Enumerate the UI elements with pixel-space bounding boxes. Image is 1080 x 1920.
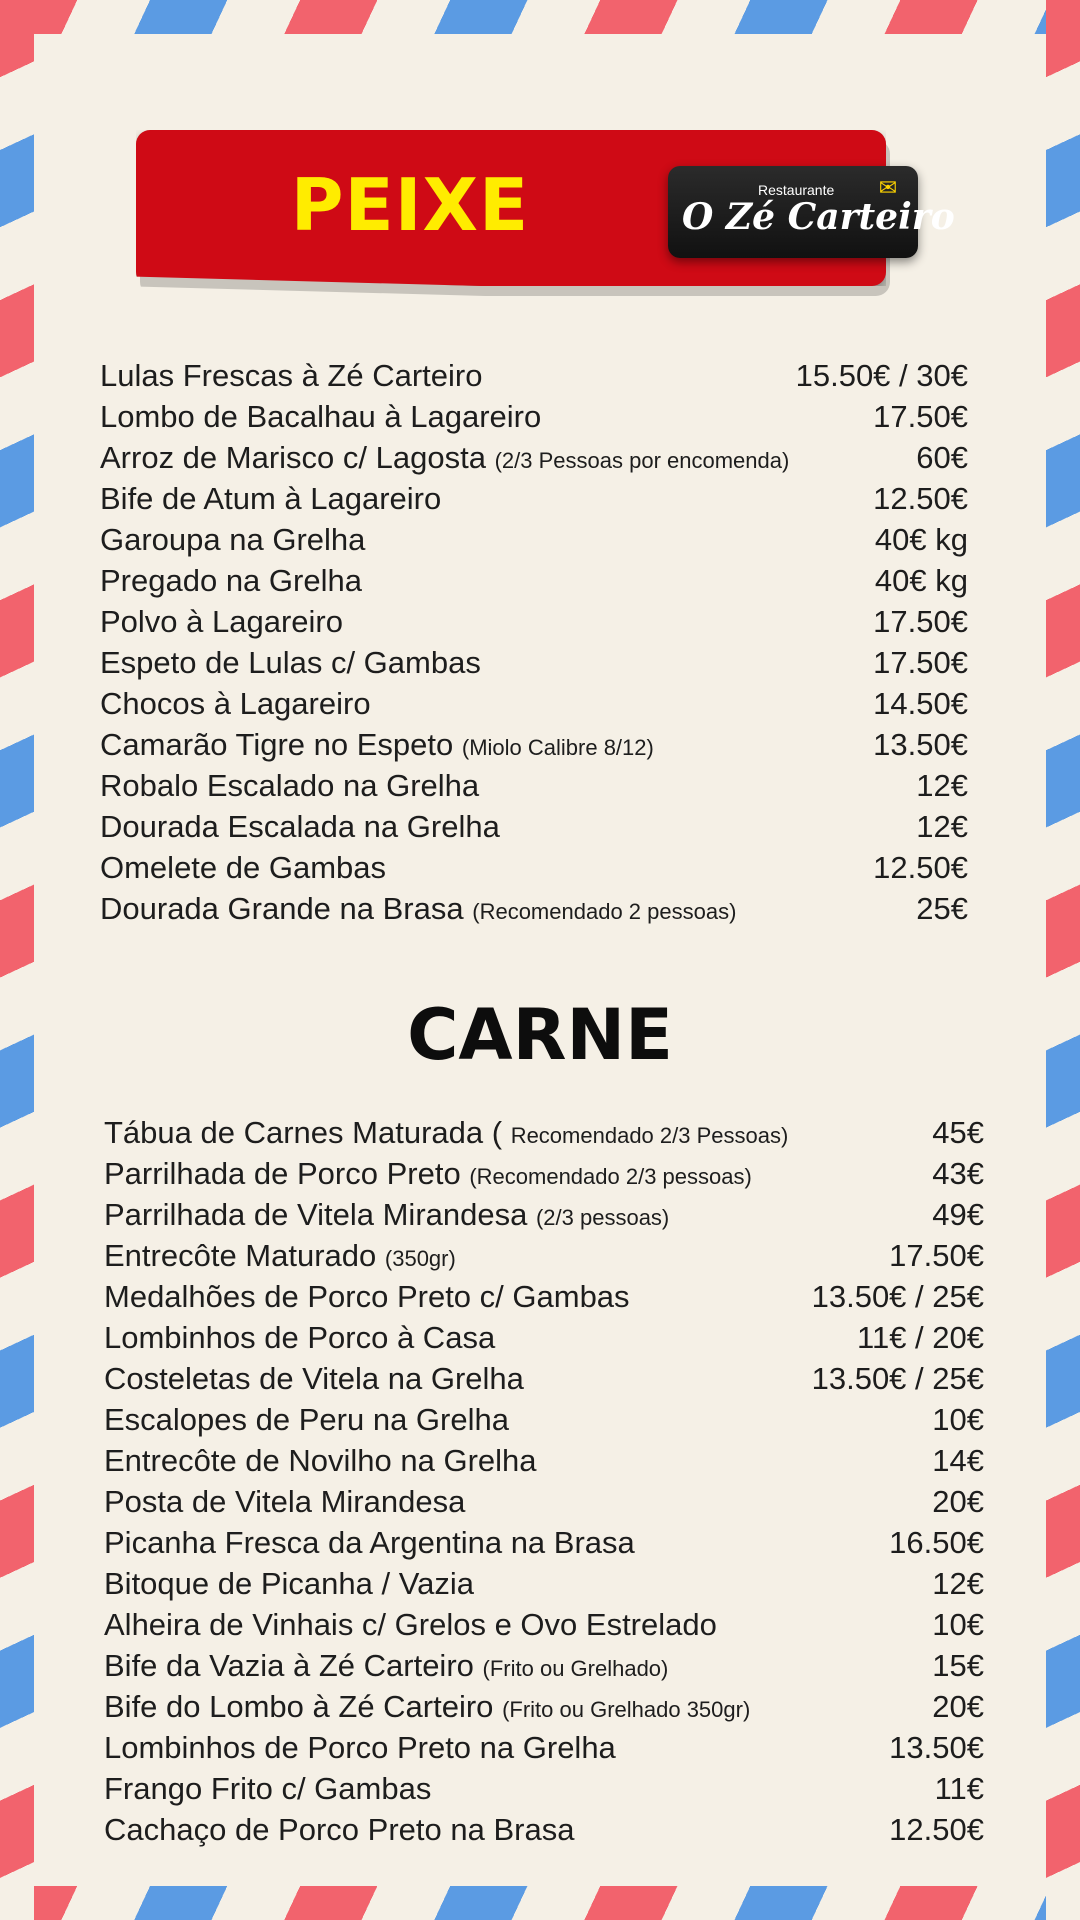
menu-item-price: 12.50€ <box>873 481 968 516</box>
menu-item <box>104 1399 984 1440</box>
peixe-menu-list <box>100 355 968 929</box>
menu-item-name-text: Arroz de Marisco c/ Lagosta <box>100 440 486 475</box>
peixe-section-title: PEIXE <box>290 163 530 247</box>
menu-item-name-text: Escalopes de Peru na Grelha <box>104 1402 509 1437</box>
menu-item-name-text: Tábua de Carnes Maturada ( <box>104 1115 503 1150</box>
menu-item <box>104 1481 984 1522</box>
menu-item-name-text: Bife de Atum à Lagareiro <box>100 481 442 516</box>
menu-item-name-text: Medalhões de Porco Preto c/ Gambas <box>104 1279 630 1314</box>
menu-item <box>100 683 968 724</box>
menu-item <box>100 888 968 929</box>
menu-item-name-text: Entrecôte de Novilho na Grelha <box>104 1443 537 1478</box>
menu-item-name-text: Bife do Lombo à Zé Carteiro <box>104 1689 494 1724</box>
menu-item-price: 12€ <box>916 809 968 844</box>
menu-item-name <box>100 642 481 683</box>
menu-item-price: 16.50€ <box>889 1525 984 1560</box>
menu-item-name <box>100 806 500 847</box>
menu-item <box>104 1112 984 1153</box>
menu-item <box>104 1440 984 1481</box>
menu-item <box>100 478 968 519</box>
menu-item-price: 12.50€ <box>889 1812 984 1847</box>
menu-item-price: 25€ <box>916 891 968 926</box>
menu-item-name <box>100 355 482 396</box>
logo-main-text: O Zé Carteiro <box>682 196 955 238</box>
menu-item-note: (Recomendado 2 pessoas) <box>472 899 737 924</box>
menu-item-name <box>100 888 736 932</box>
menu-item-name <box>104 1686 750 1730</box>
mascot-icon: ✉ <box>878 176 898 201</box>
menu-item <box>100 847 968 888</box>
menu-item-price: 17.50€ <box>889 1238 984 1273</box>
menu-item-name-text: Dourada Escalada na Grelha <box>100 809 500 844</box>
menu-item-name-text: Frango Frito c/ Gambas <box>104 1771 432 1806</box>
menu-item <box>100 601 968 642</box>
menu-item-name <box>100 724 654 768</box>
logo-small-text: Restaurante <box>758 182 835 198</box>
menu-item-price: 40€ kg <box>874 563 968 598</box>
menu-item-name <box>104 1809 574 1850</box>
menu-item <box>104 1276 984 1317</box>
menu-item-price: 17.50€ <box>873 604 968 639</box>
menu-item-price: 49€ <box>932 1197 984 1232</box>
menu-item-name-text: Cachaço de Porco Preto na Brasa <box>104 1812 575 1847</box>
menu-item <box>100 437 968 478</box>
menu-item-note: (Miolo Calibre 8/12) <box>461 735 654 760</box>
menu-item-price: 12.50€ <box>873 850 968 885</box>
menu-item-name <box>104 1440 537 1481</box>
menu-item-name-text: Omelete de Gambas <box>100 850 387 885</box>
menu-item-name <box>100 519 365 560</box>
menu-item-name-text: Chocos à Lagareiro <box>100 686 371 721</box>
carne-menu-list <box>104 1112 984 1850</box>
menu-item-price: 17.50€ <box>873 645 968 680</box>
menu-item-name <box>100 437 789 481</box>
menu-item-name <box>104 1276 630 1317</box>
menu-item-price: 11€ / 20€ <box>857 1320 984 1355</box>
menu-item <box>104 1317 984 1358</box>
menu-item-name <box>100 396 541 437</box>
menu-item-name <box>104 1645 668 1689</box>
menu-item <box>104 1235 984 1276</box>
menu-item-note: (350gr) <box>384 1246 456 1271</box>
menu-item-name <box>104 1768 431 1809</box>
menu-item-price: 13.50€ <box>889 1730 984 1765</box>
menu-item <box>100 355 968 396</box>
menu-item-price: 17.50€ <box>873 399 968 434</box>
menu-item-name <box>104 1481 465 1522</box>
menu-item-name-text: Lulas Frescas à Zé Carteiro <box>100 358 483 393</box>
menu-item-name-text: Dourada Grande na Brasa <box>100 891 464 926</box>
menu-item-name <box>104 1153 752 1197</box>
menu-item-price: 40€ kg <box>874 522 968 557</box>
menu-item <box>104 1768 984 1809</box>
restaurant-logo <box>668 166 955 258</box>
menu-item-name <box>104 1235 456 1279</box>
menu-item <box>104 1522 984 1563</box>
menu-item <box>100 642 968 683</box>
menu-item-price: 14.50€ <box>873 686 968 721</box>
menu-item-name <box>104 1399 509 1440</box>
menu-item-name <box>104 1727 616 1768</box>
airmail-border-left <box>0 0 34 1920</box>
menu-item-price: 10€ <box>932 1402 984 1437</box>
menu-item-name-text: Espeto de Lulas c/ Gambas <box>100 645 481 680</box>
menu-item-name-text: Camarão Tigre no Espeto <box>100 727 454 762</box>
menu-item-price: 10€ <box>932 1607 984 1642</box>
menu-item-price: 20€ <box>932 1484 984 1519</box>
menu-item-note: (Recomendado 2/3 pessoas) <box>469 1164 752 1189</box>
menu-item <box>100 724 968 765</box>
menu-item <box>100 396 968 437</box>
menu-item-price: 11€ <box>934 1771 984 1806</box>
menu-item-name-text: Bitoque de Picanha / Vazia <box>104 1566 474 1601</box>
menu-item-name <box>104 1358 524 1399</box>
carne-section-title: CARNE <box>407 994 673 1076</box>
menu-item-name <box>104 1194 669 1238</box>
menu-item <box>104 1645 984 1686</box>
menu-item-name-text: Polvo à Lagareiro <box>100 604 343 639</box>
menu-item-name <box>104 1563 474 1604</box>
menu-item <box>100 519 968 560</box>
menu-item-price: 15€ <box>932 1648 984 1683</box>
menu-item-name <box>100 478 441 519</box>
menu-item-name-text: Lombo de Bacalhau à Lagareiro <box>100 399 542 434</box>
menu-item-price: 13.50€ <box>873 727 968 762</box>
menu-item <box>104 1194 984 1235</box>
menu-item <box>100 806 968 847</box>
menu-item-name <box>100 765 479 806</box>
menu-item <box>100 560 968 601</box>
menu-item-name-text: Lombinhos de Porco à Casa <box>104 1320 496 1355</box>
menu-item-name-text: Bife da Vazia à Zé Carteiro <box>104 1648 474 1683</box>
menu-item-note: Recomendado 2/3 Pessoas) <box>510 1123 789 1148</box>
menu-item-name <box>100 683 371 724</box>
airmail-border-top <box>0 0 1080 34</box>
menu-item-name-text: Entrecôte Maturado <box>104 1238 377 1273</box>
menu-item-name-text: Pregado na Grelha <box>100 563 362 598</box>
menu-item <box>104 1686 984 1727</box>
menu-item <box>104 1153 984 1194</box>
menu-item <box>100 765 968 806</box>
menu-item-price: 45€ <box>932 1115 984 1150</box>
menu-item-name <box>100 560 362 601</box>
airmail-border-bottom <box>0 1886 1080 1920</box>
menu-item-price: 14€ <box>932 1443 984 1478</box>
menu-item-name-text: Parrilhada de Vitela Mirandesa <box>104 1197 528 1232</box>
menu-item <box>104 1563 984 1604</box>
menu-item-price: 43€ <box>932 1156 984 1191</box>
menu-item-name-text: Costeletas de Vitela na Grelha <box>104 1361 524 1396</box>
menu-item-name-text: Robalo Escalado na Grelha <box>100 768 480 803</box>
menu-item <box>104 1358 984 1399</box>
menu-item-name <box>104 1112 788 1156</box>
menu-item-name-text: Lombinhos de Porco Preto na Grelha <box>104 1730 616 1765</box>
menu-item-name <box>104 1522 635 1563</box>
menu-item-price: 60€ <box>916 440 968 475</box>
menu-item-name <box>100 601 343 642</box>
menu-item-price: 15.50€ / 30€ <box>795 358 968 393</box>
menu-item-note: (Frito ou Grelhado) <box>482 1656 669 1681</box>
menu-item-name <box>104 1604 717 1645</box>
menu-item <box>104 1604 984 1645</box>
menu-item-note: (2/3 pessoas) <box>535 1205 670 1230</box>
menu-item-price: 12€ <box>932 1566 984 1601</box>
menu-item-price: 12€ <box>916 768 968 803</box>
menu-item-name-text: Posta de Vitela Mirandesa <box>104 1484 466 1519</box>
menu-item-price: 13.50€ / 25€ <box>811 1279 984 1314</box>
menu-item-note: (Frito ou Grelhado 350gr) <box>502 1697 751 1722</box>
menu-item-name-text: Picanha Fresca da Argentina na Brasa <box>104 1525 635 1560</box>
menu-item-name-text: Alheira de Vinhais c/ Grelos e Ovo Estrelado <box>104 1607 717 1642</box>
menu-item-name <box>100 847 386 888</box>
menu-item-price: 20€ <box>932 1689 984 1724</box>
menu-item-name-text: Garoupa na Grelha <box>100 522 366 557</box>
menu-item <box>104 1727 984 1768</box>
menu-item-note: (2/3 Pessoas por encomenda) <box>494 448 790 473</box>
menu-item-name-text: Parrilhada de Porco Preto <box>104 1156 461 1191</box>
menu-item-name <box>104 1317 495 1358</box>
airmail-border-right <box>1046 0 1080 1920</box>
menu-item <box>104 1809 984 1850</box>
menu-item-price: 13.50€ / 25€ <box>811 1361 984 1396</box>
